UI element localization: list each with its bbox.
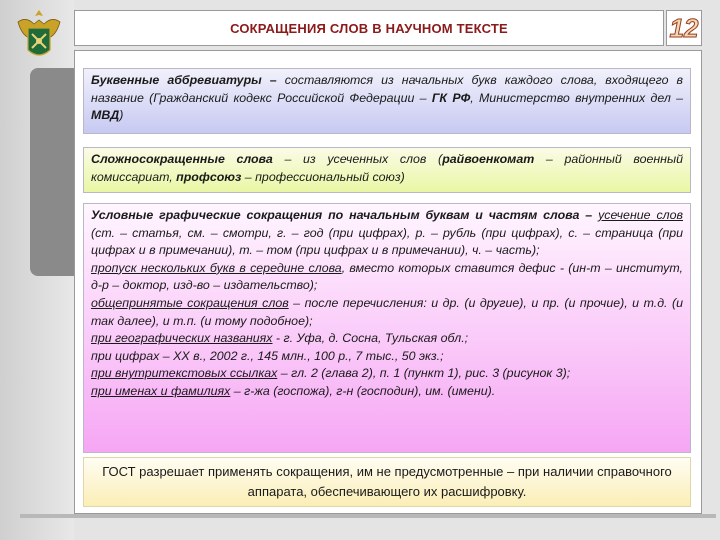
omission-item bbox=[91, 260, 683, 295]
numbers-item: при цифрах – XX в., 2002 г., 145 млн., 100 р., 7 тыс., 50 экз.; bbox=[91, 348, 444, 363]
compound-example-2: профсоюз bbox=[176, 169, 242, 184]
omission-label: пропуск нескольких букв в середине слова bbox=[91, 260, 342, 275]
omission-text: , вместо которых ставится дефис - (ин-т – институт, д-р – доктор, изд-во – издательство); bbox=[91, 260, 683, 293]
abbreviations-example-2: МВД bbox=[91, 108, 120, 123]
geo-text: - г. Уфа, д. Сосна, Тульская обл.; bbox=[272, 331, 469, 346]
common-abbr-item bbox=[91, 295, 683, 330]
compound-words-box bbox=[83, 147, 691, 193]
graphic-abbreviations-box bbox=[83, 203, 691, 453]
abbreviations-text-1: составляются из начальных букв каждого слова, входящего в название (Гражданский кодекс Российской Федерации – bbox=[91, 73, 683, 105]
abbreviations-dash: – bbox=[261, 73, 285, 87]
abbreviations-text-2: , Министерство внутренних дел – bbox=[470, 90, 683, 105]
page-number-badge bbox=[666, 10, 702, 46]
page-number: 12 bbox=[669, 12, 699, 43]
abbreviations-example-1: ГК РФ bbox=[431, 90, 471, 105]
compound-term: Сложносокращенные слова bbox=[91, 152, 273, 166]
bottom-rule bbox=[20, 514, 716, 518]
page-title: СОКРАЩЕНИЯ СЛОВ В НАУЧНОМ ТЕКСТЕ bbox=[230, 20, 508, 36]
abbreviations-box bbox=[83, 68, 691, 134]
eagle-emblem-icon bbox=[14, 6, 64, 64]
truncation-text: (ст. – статья, см. – смотри, г. – год (при цифрах), р. – рубль (при цифрах), с. – страница (при цифрах и в примечании), т. – том (при цифрах и в примечании), ч. – часть); bbox=[91, 225, 683, 258]
abbreviations-term: Буквенные аббревиатуры bbox=[91, 73, 262, 87]
compound-text-2: – районный военный комиссариат, bbox=[91, 152, 683, 184]
names-label: при именах и фамилиях bbox=[91, 383, 231, 398]
references-text: – гл. 2 (глава 2), п. 1 (пункт 1), рис. 3 (рисунок 3); bbox=[277, 366, 571, 381]
names-item bbox=[91, 383, 683, 401]
common-abbr-text: – после перечисления: и др. (и другие), и пр. (и прочие), и т.д. (и так далее), и т.п. (и тому подобное); bbox=[91, 295, 683, 328]
compound-text-3: – профессиональный союз) bbox=[241, 169, 405, 184]
names-text: – г-жа (госпожа), г-н (господин), им. (имени). bbox=[230, 383, 496, 398]
references-label: при внутритекстовых ссылках bbox=[91, 366, 278, 381]
title-bar bbox=[74, 10, 664, 46]
graphic-intro: Условные графические сокращения по начальным буквам и частям слова – bbox=[91, 208, 593, 222]
common-abbr-label: общепринятые сокращения слов bbox=[91, 295, 289, 310]
geo-item bbox=[91, 330, 683, 348]
side-accent-bar bbox=[30, 68, 78, 276]
compound-example-1: райвоенкомат bbox=[442, 152, 535, 166]
compound-text-1: – из усеченных слов ( bbox=[272, 152, 443, 166]
geo-label: при географических названиях bbox=[91, 331, 273, 346]
references-item bbox=[91, 365, 683, 383]
gost-note-box bbox=[83, 457, 691, 507]
gost-note-text: ГОСТ разрешает применять сокращения, им не предусмотренные – при наличии справочного аппарата, обеспечивающего их расшифровку. bbox=[102, 464, 672, 499]
truncation-label: усечение слов bbox=[598, 208, 683, 222]
abbreviations-text-3: ) bbox=[119, 108, 124, 123]
